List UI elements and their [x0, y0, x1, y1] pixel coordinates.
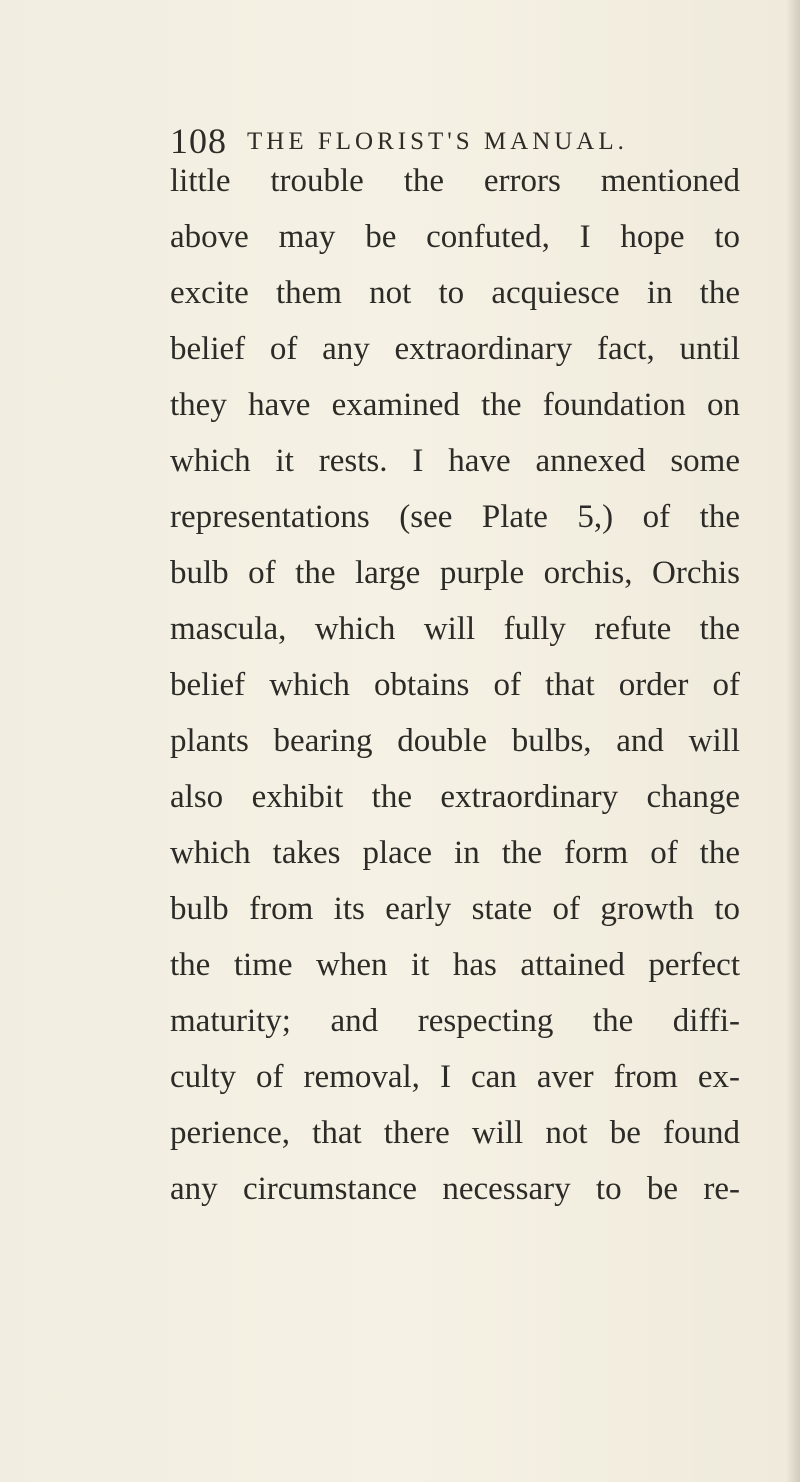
text-line: perience, that there will not be found — [170, 1115, 740, 1151]
text-line: representations (see Plate 5,) of the — [170, 499, 740, 535]
text-line: bulb from its early state of growth to — [170, 891, 740, 927]
text-line: plants bearing double bulbs, and will — [170, 723, 740, 759]
page-number: 108 — [170, 121, 227, 161]
page-edge-shadow — [786, 0, 800, 1482]
text-line: the time when it has attained perfect — [170, 947, 740, 983]
text-line: belief of any extraordinary fact, until — [170, 331, 740, 367]
text-line: little trouble the errors mentioned — [170, 163, 740, 199]
text-line: bulb of the large purple orchis, Orchis — [170, 555, 740, 591]
text-line: culty of removal, I can aver from ex- — [170, 1059, 740, 1095]
text-line: they have examined the foundation on — [170, 387, 740, 423]
text-line: also exhibit the extraordinary change — [170, 779, 740, 815]
text-line: belief which obtains of that order of — [170, 667, 740, 703]
text-line: maturity; and respecting the diffi- — [170, 1003, 740, 1039]
text-line: excite them not to acquiesce in the — [170, 275, 740, 311]
text-line: mascula, which will fully refute the — [170, 611, 740, 647]
text-line: which takes place in the form of the — [170, 835, 740, 871]
text-line: which it rests. I have annexed some — [170, 443, 740, 479]
text-line: any circumstance necessary to be re- — [170, 1171, 740, 1207]
running-head — [170, 116, 760, 166]
running-title: THE FLORIST'S MANUAL. — [247, 128, 628, 155]
text-line: above may be confuted, I hope to — [170, 219, 740, 255]
